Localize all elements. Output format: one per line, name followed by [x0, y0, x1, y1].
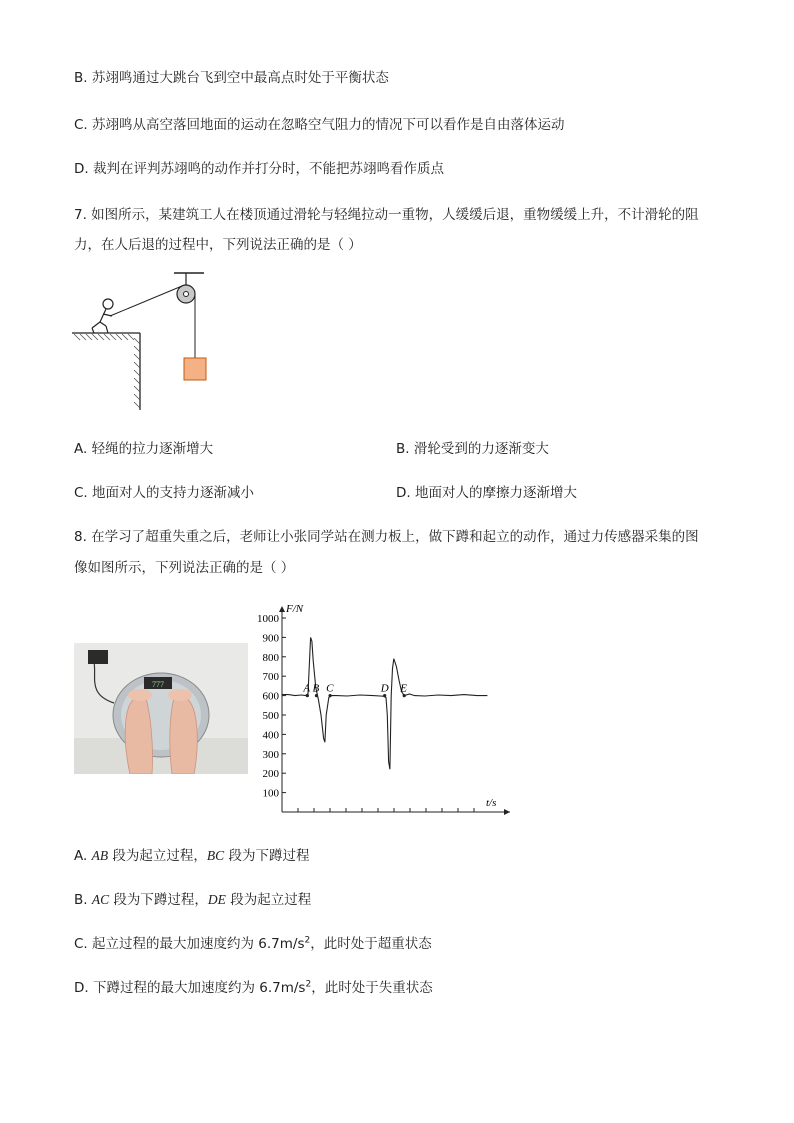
- scale-photo: [74, 643, 248, 774]
- force-time-chart: [250, 600, 520, 822]
- q8-option-b: B. AC 段为下蹲过程，DE 段为起立过程: [74, 892, 312, 908]
- y-tick-label: 500: [262, 710, 279, 722]
- x-axis-label: t/s: [486, 797, 497, 809]
- y-tick-label: 900: [262, 632, 279, 645]
- q6-option-c: C. 苏翊鸣从高空落回地面的运动在忽略空气阻力的情况下可以看作是自由落体运动: [74, 117, 565, 133]
- svg-text:777: 777: [152, 680, 164, 689]
- label-D: D: [380, 682, 389, 695]
- y-tick-label: 800: [262, 651, 279, 664]
- rope-to-worker: [110, 286, 182, 316]
- label-B: B: [312, 682, 320, 695]
- q6-option-b: B. 苏翊鸣通过大跳台飞到空中最高点时处于平衡状态: [74, 70, 389, 86]
- worker-figure: [92, 299, 113, 333]
- force-series-line: [282, 637, 487, 769]
- y-tick-label: 200: [262, 768, 279, 781]
- q7-option-c: C. 地面对人的支持力逐渐减小: [74, 485, 255, 501]
- y-tick-label: 600: [262, 690, 279, 703]
- weight-box: [184, 358, 206, 380]
- y-tick-label: 100: [262, 787, 279, 800]
- q6-option-d: D. 裁判在评判苏翊鸣的动作并打分时，不能把苏翊鸣看作质点: [74, 161, 444, 177]
- y-axis-label: F/N: [286, 603, 304, 615]
- y-tick-label: 400: [262, 729, 279, 742]
- q7-option-d: D. 地面对人的摩擦力逐渐增大: [396, 485, 577, 501]
- q8-option-c: C. 起立过程的最大加速度约为 $6.7m/s^2$，此时处于超重状态: [74, 935, 432, 952]
- label-A: A: [303, 682, 311, 695]
- q7-option-b: B. 滑轮受到的力逐渐变大: [396, 441, 549, 457]
- y-tick-label: 300: [262, 748, 279, 761]
- q8-option-a: A. AB 段为起立过程，BC 段为下蹲过程: [74, 848, 310, 864]
- q7-stem-line1: 7. 如图所示，某建筑工人在楼顶通过滑轮与轻绳拉动一重物，人缓缓后退，重物缓缓上升，不计滑轮的阻: [74, 207, 699, 223]
- y-axis-arrow: [279, 606, 285, 612]
- y-tick-label: 700: [262, 671, 279, 684]
- x-axis-arrow: [504, 809, 510, 815]
- q8-option-d: D. 下蹲过程的最大加速度约为 $6.7m/s^2$，此时处于失重状态: [74, 979, 433, 996]
- q7-stem-line2: 力，在人后退的过程中，下列说法正确的是（ ）: [74, 237, 362, 253]
- label-E: E: [400, 682, 407, 695]
- sensor-box: [88, 650, 108, 664]
- q7-option-a: A. 轻绳的拉力逐渐增大: [74, 441, 214, 457]
- q8-stem-line1: 8. 在学习了超重失重之后，老师让小张同学站在测力板上，做下蹲和起立的动作，通过力传感器采集的图: [74, 529, 699, 545]
- pulley-figure: [70, 270, 220, 415]
- y-tick-label: 1000: [257, 613, 279, 625]
- label-C: C: [326, 682, 334, 695]
- q8-stem-line2: 像如图所示，下列说法正确的是（ ）: [74, 560, 295, 576]
